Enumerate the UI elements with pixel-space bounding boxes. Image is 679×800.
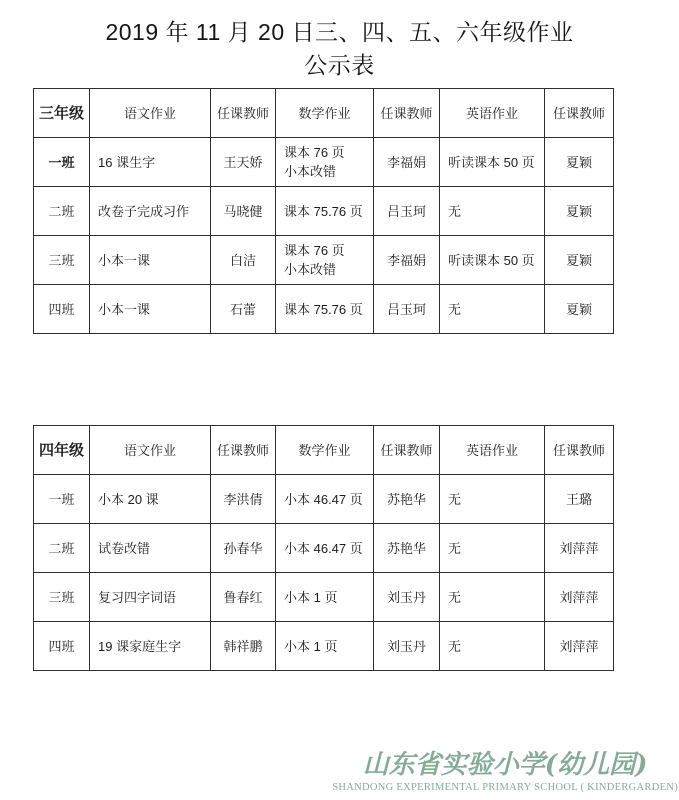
math-homework-line1: 小本 46.47 页 xyxy=(284,540,363,556)
math-homework-line1: 课本 75.76 页 xyxy=(284,203,363,219)
english-teacher: 刘萍萍 xyxy=(545,524,614,573)
chinese-teacher: 孙春华 xyxy=(211,524,276,573)
english-teacher: 刘萍萍 xyxy=(545,573,614,622)
english-homework: 无 xyxy=(440,524,545,573)
col-header-math: 数学作业 xyxy=(276,89,374,138)
english-homework: 听读课本 50 页 xyxy=(440,236,545,285)
table-row xyxy=(34,475,614,524)
english-teacher: 夏颖 xyxy=(545,285,614,334)
math-homework-line1: 小本 46.47 页 xyxy=(284,491,363,507)
class-label: 一班 xyxy=(34,475,90,524)
class-label: 四班 xyxy=(34,285,90,334)
math-teacher: 李福娟 xyxy=(374,236,440,285)
chinese-teacher: 鲁春红 xyxy=(211,573,276,622)
col-header-chinese: 语文作业 xyxy=(90,89,211,138)
chinese-teacher: 韩祥鹏 xyxy=(211,622,276,671)
col-header-english: 英语作业 xyxy=(440,89,545,138)
page-title xyxy=(0,16,679,82)
math-homework xyxy=(276,475,374,524)
chinese-homework: 复习四字词语 xyxy=(90,573,211,622)
grade-label: 四年级 xyxy=(34,426,90,475)
col-header-chinese: 语文作业 xyxy=(90,426,211,475)
col-header-english-teacher: 任课教师 xyxy=(545,426,614,475)
math-teacher: 苏艳华 xyxy=(374,475,440,524)
math-homework xyxy=(276,622,374,671)
english-homework: 无 xyxy=(440,285,545,334)
math-homework-line1: 课本 76 页 xyxy=(284,243,345,258)
table-header-row xyxy=(34,426,614,475)
math-homework xyxy=(276,138,374,187)
english-homework: 无 xyxy=(440,573,545,622)
class-label: 三班 xyxy=(34,573,90,622)
class-label: 三班 xyxy=(34,236,90,285)
class-label: 二班 xyxy=(34,524,90,573)
math-teacher: 刘玉丹 xyxy=(374,573,440,622)
grade3-homework-table xyxy=(33,88,614,334)
chinese-teacher: 白洁 xyxy=(211,236,276,285)
chinese-homework: 小本一课 xyxy=(90,236,211,285)
table-row xyxy=(34,138,614,187)
table-row xyxy=(34,187,614,236)
math-homework-line2: 小本改错 xyxy=(284,262,337,277)
col-header-english: 英语作业 xyxy=(440,426,545,475)
math-homework-line1: 小本 1 页 xyxy=(284,589,338,605)
chinese-teacher: 马晓健 xyxy=(211,187,276,236)
col-header-english-teacher: 任课教师 xyxy=(545,89,614,138)
table-row xyxy=(34,285,614,334)
math-homework-line2: 小本改错 xyxy=(284,164,337,179)
class-label: 四班 xyxy=(34,622,90,671)
col-header-math-teacher: 任课教师 xyxy=(374,89,440,138)
chinese-homework: 小本一课 xyxy=(90,285,211,334)
school-name-chinese: 山东省实验小学(幼儿园) xyxy=(362,750,648,780)
math-teacher: 刘玉丹 xyxy=(374,622,440,671)
school-name-english: SHANDONG EXPERIMENTAL PRIMARY SCHOOL ( KINDERGARDEN) xyxy=(332,782,678,793)
english-homework: 无 xyxy=(440,622,545,671)
col-header-chinese-teacher: 任课教师 xyxy=(211,426,276,475)
chinese-homework: 16 课生字 xyxy=(90,138,211,187)
math-homework-line1: 课本 76 页 xyxy=(284,145,345,160)
english-teacher: 刘萍萍 xyxy=(545,622,614,671)
math-homework xyxy=(276,236,374,285)
page-title-line2: 公示表 xyxy=(304,52,375,78)
school-watermark xyxy=(332,750,678,794)
class-label: 一班 xyxy=(34,138,90,187)
grade-label: 三年级 xyxy=(34,89,90,138)
col-header-math-teacher: 任课教师 xyxy=(374,426,440,475)
math-teacher: 苏艳华 xyxy=(374,524,440,573)
table-row xyxy=(34,573,614,622)
table-row xyxy=(34,236,614,285)
chinese-teacher: 王天娇 xyxy=(211,138,276,187)
math-homework xyxy=(276,285,374,334)
col-header-chinese-teacher: 任课教师 xyxy=(211,89,276,138)
col-header-math: 数学作业 xyxy=(276,426,374,475)
chinese-homework: 19 课家庭生字 xyxy=(90,622,211,671)
chinese-homework: 改卷子完成习作 xyxy=(90,187,211,236)
math-teacher: 吕玉珂 xyxy=(374,285,440,334)
english-teacher: 夏颖 xyxy=(545,187,614,236)
page-title-line1: 2019 年 11 月 20 日三、四、五、六年级作业 xyxy=(105,19,574,45)
english-teacher: 夏颖 xyxy=(545,236,614,285)
math-teacher: 吕玉珂 xyxy=(374,187,440,236)
english-homework: 无 xyxy=(440,187,545,236)
table-row xyxy=(34,622,614,671)
table-header-row xyxy=(34,89,614,138)
chinese-homework: 小本 20 课 xyxy=(90,475,211,524)
grade4-homework-table xyxy=(33,425,614,671)
chinese-homework: 试卷改错 xyxy=(90,524,211,573)
table-row xyxy=(34,524,614,573)
chinese-teacher: 李洪倩 xyxy=(211,475,276,524)
english-homework: 听读课本 50 页 xyxy=(440,138,545,187)
math-homework xyxy=(276,187,374,236)
math-homework xyxy=(276,524,374,573)
class-label: 二班 xyxy=(34,187,90,236)
math-homework-line1: 小本 1 页 xyxy=(284,638,338,654)
math-homework xyxy=(276,573,374,622)
english-homework: 无 xyxy=(440,475,545,524)
english-teacher: 夏颖 xyxy=(545,138,614,187)
math-homework-line1: 课本 75.76 页 xyxy=(284,301,363,317)
math-teacher: 李福娟 xyxy=(374,138,440,187)
chinese-teacher: 石蕾 xyxy=(211,285,276,334)
english-teacher: 王璐 xyxy=(545,475,614,524)
